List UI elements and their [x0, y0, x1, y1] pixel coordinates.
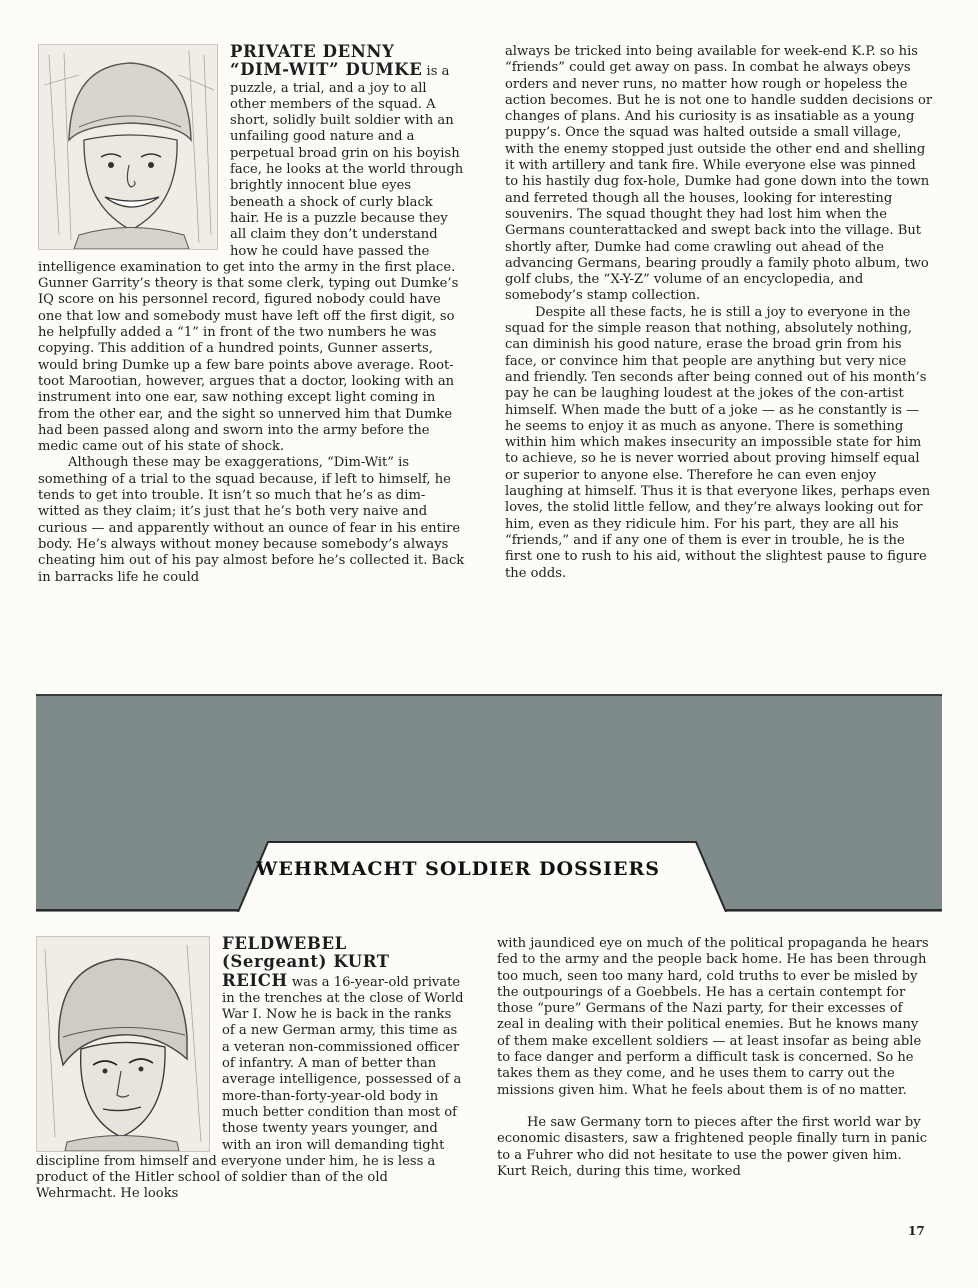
reich-column-right: [497, 936, 933, 1180]
dumke-text-1: is a puzzle, a trial, and a joy to all other members of the squad. A short, solidly built soldier with an unfailing good nature and a perpetual broad grin on his boyish face, he looks at the world through brightly innocent blue eyes beneath a shock of curly black hair. He is a puzzle because they all claim they don’t understand how he could have passed the intelligence examination to get into the army in the first place. Gunner Garrity’s theory is that some clerk, typing out Dumke’s IQ score on his personnel record, figured nobody could have one that low and somebody must have left off the first digit, so he helpfully added a “1” in front of the two numbers he was copying. This addition of a hundred points, Gunner asserts, would bring Dumke up a few bare points above average. Root-toot Marootian, however, argues that a doctor, looking with an instrument into one ear, saw nothing except light coming in from the other ear, and the sight so unnerved him that Dumke had been passed along and sworn into the army before the medic came out of his state of shock.: [38, 64, 464, 455]
dumke-name-line2: “DIM-WIT” DUMKE: [230, 60, 423, 80]
dumke-column-right: [505, 44, 933, 582]
reich-paragraph-3: He saw Germany torn to pieces after the first world war by economic disasters, saw a frightened people finally turn in panic to a Fuhrer who did not hesitate to use the power given him. Kurt Reich, during this time, worked: [497, 1114, 928, 1179]
banner-title: WEHRMACHT SOLDIER DOSSIERS: [256, 858, 660, 880]
reich-column-left: [36, 936, 466, 1203]
dumke-paragraph-2: Although these may be exaggerations, “Dim-Wit” is something of a trial to the squad because, if left to himself, he tends to get into trouble. It isn’t so much that he’s as dim-witted as they claim; it’s just that he’s both very naive and curious — and apparently without an ounce of fear in his entire body. He’s always without money because somebody’s always cheating him out of his pay almost before he’s collected it. Back in barracks life he could: [38, 455, 465, 585]
reich-paragraph-2: with jaundiced eye on much of the political propaganda he hears fed to the army and the people back home. He has been through too much, seen too many hard, cold truths to ever be misled by the outpourings of a Goebbels. He has a certain contempt for those “pure” Germans of the Nazi party, for their excesses of zeal in dealing with their political enemies. But he knows many of them make excellent soldiers — at least insofar as being able to face danger and perform a difficult task is concerned. So he takes them as they come, and he uses them to carry out the missions given him. What he feels about them is of no matter.: [497, 936, 929, 1098]
dumke-paragraph-3: always be tricked into being available for week-end K.P. so his “friends” could get away on pass. In combat he always obeys orders and never runs, no matter how rough or hopeless the action becomes. But he is not one to handle sudden decisions or changes of plans. And his curiosity is as insatiable as a young puppy’s. Once the squad was halted outside a small village, with the enemy stopped just outside the other end and shelling it with artillery and tank fire. While everyone else was pinned to his hastily dug fox-hole, Dumke had gone down into the town and ferreted though all the houses, looking for interesting souvenirs. The squad thought they had lost him when the Germans counterattacked and swept back into the village. But shortly after, Dumke had come crawling out ahead of the advancing Germans, bearing proudly a family photo album, two golf clubs, the “X-Y-Z” volume of an encyclopedia, and somebody’s stamp collection.: [505, 44, 933, 304]
reich-text-1: was a 16-year-old private in the trenches at the close of World War I. Now he is back in the ranks of a new German army, this time as a veteran non-commissioned officer of infantry. A man of better than average intelligence, possessed of a more-than-forty-year-old body in much better condition than most of those twenty years younger, and with an iron will demanding tight discipline from himself and everyone under him, he is less a product of the Hitler school of soldier than of the old Wehrmacht. He looks: [36, 974, 464, 1202]
dumke-column-left: [38, 44, 466, 586]
reich-name-line2: (Sergeant) KURT: [222, 952, 390, 972]
reich-name-line3: REICH: [222, 970, 288, 990]
page-number: 17: [908, 1224, 925, 1238]
dumke-name-line1: PRIVATE DENNY: [230, 42, 395, 61]
dumke-paragraph-4: Despite all these facts, he is still a joy to everyone in the squad for the simple reason that nothing, absolutely nothing, can diminish his good nature, erase the broad grin from his face, or convince him that people are anything but very nice and friendly. Ten seconds after being conned out of his month’s pay he can be laughing loudest at the jokes of the con-artist himself. When made the butt of a joke — as he constantly is — he seems to enjoy it as much as anyone. There is something within him which makes insecurity an impossible state for him to achieve, so he is never worried about proving himself equal or superior to anyone else. Therefore he can even enjoy laughing at himself. Thus it is that everyone likes, perhaps even loves, the stolid little fellow, and they’re always looking out for him, even as they ridicule him. For his part, they are all his “friends,” and if any one of them is ever in trouble, he is the first one to rush to his aid, without the slightest pause to figure the odds.: [505, 304, 931, 581]
reich-name-line1: FELDWEBEL: [222, 934, 347, 953]
